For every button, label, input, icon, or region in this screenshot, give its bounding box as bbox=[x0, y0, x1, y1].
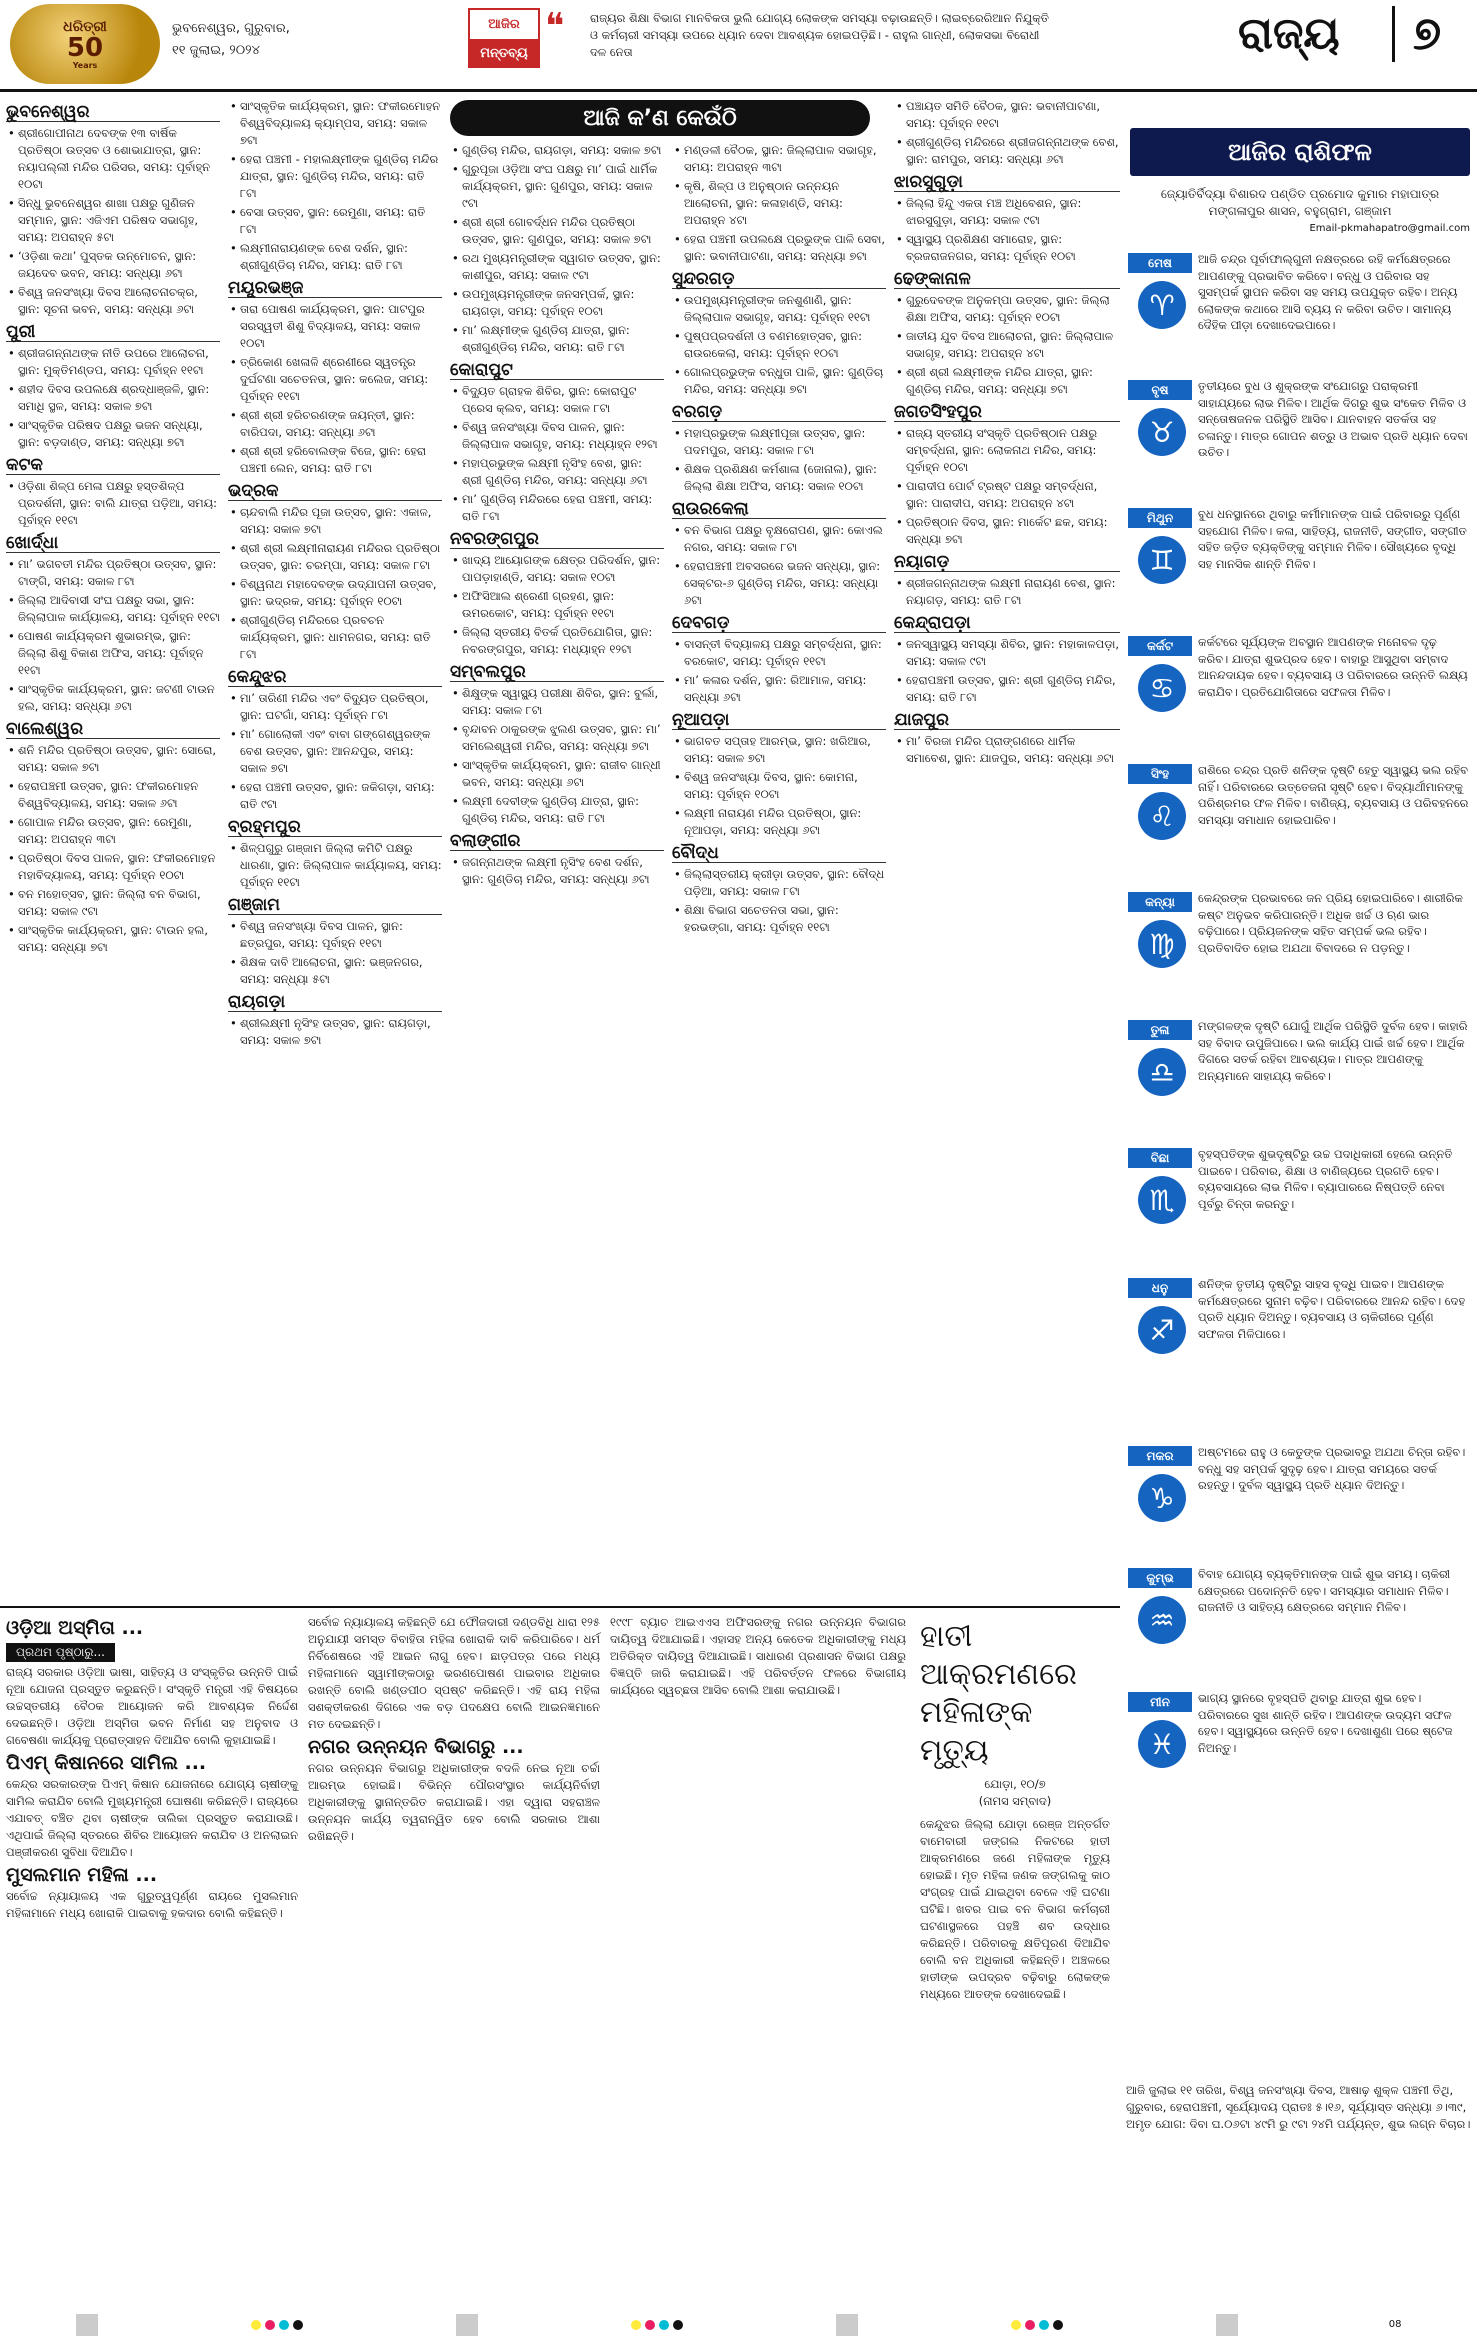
event-item: • ବନ ମହୋତ୍ସବ, ସ୍ଥାନ: ଜିଲ୍ଲା ବନ ବିଭାଗ, ସମୟ: ସକାଳ ୯ଟା bbox=[6, 886, 220, 920]
zodiac-sign bbox=[1126, 247, 1472, 374]
event-item: • ମଣ୍ଡଳୀ ବୈଠକ, ସ୍ଥାନ: ଜିଲ୍ଲାପାଳ ସଭାଗୃହ, ସମୟ: ଅପରାହ୍ନ ୩ଟା bbox=[672, 142, 886, 176]
event-item: • ଶନି ମନ୍ଦିର ପ୍ରତିଷ୍ଠା ଉତ୍ସବ, ସ୍ଥାନ: ସୋରୋ, ସମୟ: ସକାଳ ୭ଟା bbox=[6, 742, 220, 776]
event-item: • ସାଂସ୍କୃତିକ ପରିଷଦ ପକ୍ଷରୁ ଭଜନ ସନ୍ଧ୍ୟା, ସ୍ଥାନ: ବଡ଼ଦାଣ୍ଡ, ସମୟ: ସନ୍ଧ୍ୟା ୭ଟା bbox=[6, 417, 220, 451]
event-item: • କୃଷି, ଶିଳ୍ପ ଓ ଅନୁଷ୍ଠାନ ଉନ୍ନୟନ ଆଲୋଚନା, ସ୍ଥାନ: କଳାହାଣ୍ଡି, ସମୟ: ଅପରାହ୍ନ ୪ଟା bbox=[672, 178, 886, 229]
events-column-2 bbox=[228, 98, 442, 1051]
event-item: • ଶିଳ୍ପଗୁରୁ ଗଞ୍ଜାମ ଜିଲ୍ଲା କମିଟି ପକ୍ଷରୁ ଧାରଣା, ସ୍ଥାନ: ଜିଲ୍ଲାପାଳ କାର୍ଯ୍ୟାଳୟ, ସମୟ: ପୂର୍ବାହ୍ନ ୧୧ଟା bbox=[228, 840, 442, 891]
astrologer-name: ଜ୍ୟୋତିର୍ବିଦ୍ୟା ବିଶାରଦ ପଣ୍ଡିତ ପ୍ରମୋଦ କୁମାର ମହାପାତ୍ର bbox=[1160, 187, 1440, 201]
story-odia-title[interactable]: ଓଡ଼ିଆ ଅସ୍ମିତା ... bbox=[6, 1617, 144, 1639]
event-item: • ଶ୍ରୀଗୋପୀନାଥ ଦେବଙ୍କ ୧୩ ବାର୍ଷିକ ପ୍ରତିଷ୍ଠା ଉତ୍ସବ ଓ ଶୋଭାଯାତ୍ରା, ସ୍ଥାନ: ନୟାପଲ୍ଲୀ ମନ୍ଦିର ପରିସର, ସମୟ: ପୂର୍ବାହ୍ନ ୧୦ଟା bbox=[6, 125, 220, 193]
story-column-3 bbox=[610, 1614, 906, 1699]
event-item: • ଜିଲ୍ଲା ହିନ୍ଦୁ ଏକତା ମଞ୍ଚ ଅଧିବେଶନ, ସ୍ଥାନ: ଝାରସୁଗୁଡ଼ା, ସମୟ: ସକାଳ ୯ଟା bbox=[894, 195, 1120, 229]
story-muslim-title[interactable]: ମୁସଲମାନ ମହିଳା ... bbox=[6, 1864, 158, 1886]
grey-swatch bbox=[456, 2314, 478, 2336]
event-item: • ଶିକ୍ଷକ ଦାବି ଆଲୋଚନା, ସ୍ଥାନ: ଭଞ୍ଜନଗର, ସମୟ: ସନ୍ଧ୍ୟା ୫ଟା bbox=[228, 954, 442, 988]
city-heading: କେନ୍ଦ୍ରାପଡ଼ା bbox=[894, 615, 1120, 633]
zodiac-text: ବୁଧ ଧନସ୍ଥାନରେ ଥିବାରୁ କର୍ମୀମାନଙ୍କ ପାଇଁ ପରିବାରରୁ ପୂର୍ଣ୍ଣ ସହଯୋଗ ମିଳିବ। କଳା, ସାହିତ୍ୟ, ରାଜନୀତି, ସଙ୍ଗୀତ, ସଙ୍ଗୀତ ସହିତ ଜଡ଼ିତ ବ୍ୟକ୍ତିଙ୍କୁ ସମ୍ମାନ ମିଳିବ। ସୌଖ୍ୟରେ ବୃଦ୍ଧି ସହ ମାନସିକ ଶାନ୍ତି ମିଳିବ। bbox=[1198, 507, 1467, 571]
zodiac-name: ମୀନ bbox=[1128, 1692, 1192, 1712]
zodiac-text: ଅଷ୍ଟମରେ ରାହୁ ଓ କେତୁଙ୍କ ପ୍ରଭାବରୁ ଅଯଥା ଚିନ୍ତା ରହିବ। ବନ୍ଧୁ ସହ ସମ୍ପର୍କ ସୁଦୃଢ଼ ହେବ। ଯାତ୍ରା ସମୟରେ ସତର୍କ ରହନ୍ତୁ। ଦୁର୍ବଳ ସ୍ୱାସ୍ଥ୍ୟ ପ୍ରତି ଧ୍ୟାନ ଦିଅନ୍ତୁ। bbox=[1198, 1445, 1466, 1492]
zodiac-symbol-icon: ♒ bbox=[1138, 1596, 1186, 1644]
quote-text: ରାଜ୍ୟର ଶିକ୍ଷା ବିଭାଗ ମାନବିକତା ଭୁଲି ଯୋଗ୍ୟ ଲୋକଙ୍କ ସମସ୍ୟା ବଢ଼ାଉଛନ୍ତି। ଲାଇବ୍ରେରିଆନ ନିଯୁକ୍ତି ଓ କର୍ମଚାରୀ ସମସ୍ୟା ଉପରେ ଧ୍ୟାନ ଦେବା ଆବଶ୍ୟକ ହୋଇପଡ଼ିଛି। - ରାହୁଲ ଗାନ୍ଧୀ, ଲୋକସଭା ବିରୋଧୀ ଦଳ ନେତା bbox=[590, 11, 1049, 59]
dateline bbox=[172, 18, 290, 62]
event-item: • ହେରା ପଞ୍ଚମୀ - ମହାଲକ୍ଷ୍ମୀଙ୍କ ଗୁଣ୍ଡିଚା ମନ୍ଦିର ଯାତ୍ରା, ସ୍ଥାନ: ଗୁଣ୍ଡିଚା ମନ୍ଦିର, ସମୟ: ରାତି ୮ଟା bbox=[228, 151, 442, 202]
zodiac-sign bbox=[1126, 886, 1472, 1014]
panchang-footer: ଆଜି ଜୁଲାଇ ୧୧ ତାରିଖ, ବିଶ୍ୱ ଜନସଂଖ୍ୟା ଦିବସ, ଆଷାଢ଼ ଶୁକ୍ଳ ପଞ୍ଚମୀ ତିଥି, ଗୁରୁବାର, ହେରାପଞ୍ଚମୀ, ସୂର୍ଯ୍ୟୋଦୟ ପ୍ରାତଃ ୫।୧୬, ସୂର୍ଯ୍ୟାସ୍ତ ସନ୍ଧ୍ୟା ୬।୩୯, ଅମୃତ ଯୋଗ: ଦିବା ଘ.୦୬ଟା ୪୯ମି ରୁ ୯ଟା ୨୪ମି ପର୍ଯ୍ୟନ୍ତ, ଶୁଭ ଲଗ୍ନ ବିଚାର। bbox=[1126, 2083, 1471, 2131]
zodiac-symbol-icon: ♏ bbox=[1138, 1176, 1186, 1224]
city-heading: ଜଗତସିଂହପୁର bbox=[894, 404, 1120, 422]
zodiac-name: ମିଥୁନ bbox=[1128, 508, 1192, 528]
city-heading: କୋରାପୁଟ bbox=[450, 362, 664, 380]
zodiac-text: ଆଜି ଚନ୍ଦ୍ର ପୂର୍ବାଫାଲ୍ଗୁନୀ ନକ୍ଷତ୍ରରେ ରହି କର୍ମକ୍ଷେତ୍ରରେ ଆପଣଙ୍କୁ ପ୍ରଭାବିତ କରିବେ। ବନ୍ଧୁ ଓ ପରିବାର ସହ ସୁସମ୍ପର୍କ ସ୍ଥାପନ କରିବା ସହ ସମୟ ଉପଯୁକ୍ତ ରହିବ। ଅନ୍ୟ ଲୋକଙ୍କ କଥାରେ ଆସି ବ୍ୟୟ ନ କରିବା ଉଚିତ। ସାମାନ୍ୟ ଦୈହିକ ପୀଡ଼ା ଦେଖାଦେଇପାରେ। bbox=[1198, 252, 1458, 332]
zodiac-sign bbox=[1126, 1686, 1472, 1806]
events-column-5 bbox=[894, 98, 1120, 769]
newspaper-logo[interactable] bbox=[10, 4, 160, 84]
city-heading: ପୁରୀ bbox=[6, 324, 220, 342]
print-registration-bar bbox=[0, 2310, 1477, 2339]
zodiac-text: ଭାଗ୍ୟ ସ୍ଥାନରେ ବୃହସ୍ପତି ଥିବାରୁ ଯାତ୍ରା ଶୁଭ ହେବ। ପରିବାରରେ ସୁଖ ଶାନ୍ତି ରହିବ। ଆପଣଙ୍କ ଉଦ୍ୟମ ସଫଳ ହେବ। ସ୍ୱାସ୍ଥ୍ୟରେ ଉନ୍ନତି ହେବ। ଦେଖାଶୁଣା ପରେ ଷ୍ଟେଜ ନିଅନ୍ତୁ। bbox=[1198, 1691, 1453, 1755]
city-heading: ସୁନ୍ଦରଗଡ଼ bbox=[672, 271, 886, 289]
grey-swatch bbox=[1216, 2314, 1238, 2336]
event-item: • ଉପମୁଖ୍ୟମନ୍ତ୍ରୀଙ୍କ ଜନଶୁଣାଣି, ସ୍ଥାନ: ଜିଲ୍ଲାପାଳ ସଭାଗୃହ, ସମୟ: ପୂର୍ବାହ୍ନ ୧୧ଟା bbox=[672, 292, 886, 326]
story-court-body: ସର୍ବୋଚ୍ଚ ନ୍ୟାୟାଳୟ କହିଛନ୍ତି ଯେ ଫୌଜଦାରୀ ଦଣ୍ଡବିଧି ଧାରା ୧୨୫ ଅନୁଯାୟୀ ସମସ୍ତ ବିବାହିତା ମହିଳା ଖୋରାକି ଦାବି କରିପାରିବେ। ଧର୍ମ ନିର୍ବିଶେଷରେ ଏହି ଆଇନ ଲାଗୁ ହେବ। ଛାଡ଼ପତ୍ର ପରେ ମଧ୍ୟ ମହିଳାମାନେ ସ୍ୱାମୀଙ୍କଠାରୁ ଭରଣପୋଷଣ ପାଇବାର ଅଧିକାର ରଖନ୍ତି ବୋଲି ଖଣ୍ଡପୀଠ ସ୍ପଷ୍ଟ କରିଛନ୍ତି। ଏହି ରାୟ ମହିଳା ସଶକ୍ତୀକରଣ ଦିଗରେ ଏକ ବଡ଼ ପଦକ୍ଷେପ ବୋଲି ଆଇନଜ୍ଞମାନେ ମତ ଦେଇଛନ୍ତି। bbox=[308, 1615, 600, 1731]
quote-tag bbox=[468, 8, 540, 68]
city-heading: ବରଗଡ଼ bbox=[672, 404, 886, 422]
city-heading: ଝାରସୁଗୁଡ଼ା bbox=[894, 174, 1120, 192]
event-item: • ପୋଷଣ କାର୍ଯ୍ୟକ୍ରମ ଶୁଭାରମ୍ଭ, ସ୍ଥାନ: ଜିଲ୍ଲା ଶିଶୁ ବିକାଶ ଅଫିସ, ସମୟ: ପୂର୍ବାହ୍ନ ୧୧ଟା bbox=[6, 628, 220, 679]
story-column-2 bbox=[308, 1614, 600, 1845]
event-item: • ମହାପ୍ରଭୁଙ୍କ ଲକ୍ଷ୍ମୀ ନୃସିଂହ ବେଶ, ସ୍ଥାନ: ଶ୍ରୀ ଗୁଣ୍ଡିଚା ମନ୍ଦିର, ସମୟ: ସନ୍ଧ୍ୟା ୬ଟା bbox=[450, 455, 664, 489]
city-heading: ବୌଦ୍ଧ bbox=[672, 845, 886, 863]
event-item: • ରାଜ୍ୟ ସ୍ତରୀୟ ସଂସ୍କୃତି ପ୍ରତିଷ୍ଠାନ ପକ୍ଷରୁ ସମ୍ବର୍ଦ୍ଧନା, ସ୍ଥାନ: ଲୋକନାଥ ମନ୍ଦିର, ସମୟ: ପୂର୍ବାହ୍ନ ୧୦ଟା bbox=[894, 425, 1120, 476]
date-line-2: ୧୧ ଜୁଲାଇ, ୨୦୨୪ bbox=[172, 43, 260, 58]
event-item: • ଶିକ୍ଷୁଙ୍କ ସ୍ୱାସ୍ଥ୍ୟ ପରୀକ୍ଷା ଶିବିର, ସ୍ଥାନ: ବୁର୍ଲା, ସମୟ: ସକାଳ ୮ଟା bbox=[450, 685, 664, 719]
event-item: • ଜାତୀୟ ଯୁବ ଦିବସ ଆଲୋଚନା, ସ୍ଥାନ: ଜିଲ୍ଲାପାଳ ସଭାଗୃହ, ସମୟ: ଅପରାହ୍ନ ୪ଟା bbox=[894, 328, 1120, 362]
city-heading: ଗଞ୍ଜାମ bbox=[228, 897, 442, 915]
event-item: • ମା’ ତାରିଣୀ ମନ୍ଦିର ଏବଂ ବିଦ୍ୟୁତ ପ୍ରତିଷ୍ଠା, ସ୍ଥାନ: ଘଟଗାଁ, ସମୟ: ପୂର୍ବାହ୍ନ ୮ଟା bbox=[228, 690, 442, 724]
zodiac-name: ବୃଷ bbox=[1128, 380, 1192, 400]
logo-name: ଧରିତ୍ରୀ bbox=[63, 18, 107, 35]
city-heading: ରାଉରକେଲା bbox=[672, 501, 886, 519]
zodiac-sign bbox=[1126, 630, 1472, 758]
event-item: • ଉପମୁଖ୍ୟମନ୍ତ୍ରୀଙ୍କ ଜନସମ୍ପର୍କ, ସ୍ଥାନ: ରାୟଗଡ଼ା, ସମୟ: ପୂର୍ବାହ୍ନ ୧୦ଟା bbox=[450, 286, 664, 320]
events-column-4 bbox=[672, 142, 886, 938]
city-heading: ଖୋର୍ଦ୍ଧା bbox=[6, 535, 220, 553]
event-item: • ଚାନ୍ଦବାଲି ମନ୍ଦିର ପୂଜା ଉତ୍ସବ, ସ୍ଥାନ: ଏକାଳ, ସମୟ: ସକାଳ ୭ଟା bbox=[228, 504, 442, 538]
zodiac-sign bbox=[1126, 1440, 1472, 1562]
elephant-body: କେନ୍ଦୁଝର ଜିଲ୍ଲା ଯୋଡ଼ା ରେଞ୍ଜ ଅନ୍ତର୍ଗତ ବାମେବାରୀ ଜଙ୍ଗଲ ନିକଟରେ ହାତୀ ଆକ୍ରମଣରେ ଜଣେ ମହିଳାଙ୍କ ମୃତ୍ୟୁ ହୋଇଛି। ମୃତ ମହିଳା ଜଣକ ଜଙ୍ଗଲକୁ କାଠ ସଂଗ୍ରହ ପାଇଁ ଯାଇଥିବା ବେଳେ ଏହି ଘଟଣା ଘଟିଛି। ଖବର ପାଇ ବନ ବିଭାଗ କର୍ମଚାରୀ ଘଟଣାସ୍ଥଳରେ ପହଞ୍ଚି ଶବ ଉଦ୍ଧାର କରିଛନ୍ତି। ପରିବାରକୁ କ୍ଷତିପୂରଣ ଦିଆଯିବ ବୋଲି ବନ ଅଧିକାରୀ କହିଛନ୍ତି। ଅଞ୍ଚଳରେ ହାତୀଙ୍କ ଉପଦ୍ରବ ବଢ଼ିବାରୁ ଲୋକଙ୍କ ମଧ୍ୟରେ ଆତଙ୍କ ଦେଖାଦେଇଛି। bbox=[920, 1817, 1110, 2001]
event-item: • ଶ୍ରୀଲକ୍ଷ୍ମୀ ନୃସିଂହ ଉତ୍ସବ, ସ୍ଥାନ: ରାୟଗଡ଼ା, ସମୟ: ସକାଳ ୭ଟା bbox=[228, 1015, 442, 1049]
section-divider bbox=[0, 1606, 1120, 1608]
zodiac-text: ବିବାହ ଯୋଗ୍ୟ ବ୍ୟକ୍ତିମାନଙ୍କ ପାଇଁ ଶୁଭ ସମୟ। ଚାକିରୀ କ୍ଷେତ୍ରରେ ପଦୋନ୍ନତି ହେବ। ସମସ୍ୟାର ସମାଧାନ ମିଳିବ। ରାଜନୀତି ଓ ସାହିତ୍ୟ କ୍ଷେତ୍ରରେ ସମ୍ମାନ ମିଳିବ। bbox=[1198, 1567, 1451, 1614]
zodiac-symbol-icon: ♉ bbox=[1138, 408, 1186, 456]
zodiac-text: ଶନିଙ୍କ ତୃତୀୟ ଦୃଷ୍ଟିରୁ ସାହସ ବୃଦ୍ଧି ପାଇବ। ଆପଣଙ୍କ କର୍ମକ୍ଷେତ୍ରରେ ସୁନାମ ବଢ଼ିବ। ପରିବାରରେ ଆନନ୍ଦ ରହିବ। ଦେହ ପ୍ରତି ଧ୍ୟାନ ଦିଅନ୍ତୁ। ବ୍ୟବସାୟ ଓ ଚାକିରୀରେ ପୂର୍ଣ୍ଣ ସଫଳତା ମିଳିପାରେ। bbox=[1198, 1277, 1466, 1341]
zodiac-text: କେନ୍ଦ୍ରଙ୍କ ପ୍ରଭାବରେ ଜନ ପ୍ରିୟ ହୋଇପାରିବେ। ଶାରୀରିକ କଷ୍ଟ ଅନୁଭବ କରିପାରନ୍ତି। ଅଧିକ ଖର୍ଚ୍ଚ ଓ ଋଣ ଭାର ବଢ଼ିପାରେ। ପ୍ରିୟଜନଙ୍କ ସହିତ ସମ୍ପର୍କ ଭଲ ରହିବ। ପ୍ରତିବାଦିତ ହୋଇ ଅଯଥା ବିବାଦରେ ନ ପଡ଼ନ୍ତୁ। bbox=[1198, 891, 1463, 955]
color-dots bbox=[249, 2315, 305, 2334]
event-item: • ମା’ ଲକ୍ଷ୍ମୀଙ୍କ ଗୁଣ୍ଡିଚା ଯାତ୍ରା, ସ୍ଥାନ: ଶ୍ରୀଗୁଣ୍ଡିଚା ମନ୍ଦିର, ସମୟ: ରାତି ୮ଟା bbox=[450, 322, 664, 356]
city-heading: ନୂଆପଡ଼ା bbox=[672, 712, 886, 730]
zodiac-name: କର୍କଟ bbox=[1128, 636, 1192, 656]
event-item: • ମହାପ୍ରଭୁଙ୍କ ଲକ୍ଷ୍ମୀପୂଜା ଉତ୍ସବ, ସ୍ଥାନ: ପଦମପୁର, ସମୟ: ସକାଳ ୮ଟା bbox=[672, 425, 886, 459]
zodiac-symbol-icon: ♑ bbox=[1138, 1474, 1186, 1522]
zodiac-sign bbox=[1126, 1562, 1472, 1686]
event-item: • ସାଂସ୍କୃତିକ କାର୍ଯ୍ୟକ୍ରମ, ସ୍ଥାନ: ଜଟଣୀ ଟାଉନ ହଲ, ସମୟ: ସନ୍ଧ୍ୟା ୬ଟା bbox=[6, 681, 220, 715]
zodiac-name: ମକର bbox=[1128, 1446, 1192, 1466]
event-item: • ସିନ୍ଧୁ ଭୁବନେଶ୍ୱର ଶାଖା ପକ୍ଷରୁ ଗୁଣିଜନ ସମ୍ମାନ, ସ୍ଥାନ: ଏଜିଏମ ପରିଷଦ ସଭାଗୃହ, ସମୟ: ଅପରାହ୍ନ ୫ଟା bbox=[6, 195, 220, 246]
zodiac-sign bbox=[1126, 502, 1472, 630]
zodiac-symbol-icon: ♈ bbox=[1138, 281, 1186, 329]
zodiac-text: ତୃତୀୟରେ ବୁଧ ଓ ଶୁକ୍ରଙ୍କ ସଂଯୋଗରୁ ପରାକ୍ରମୀ ସାହାଯ୍ୟରେ ଲାଭ ମିଳିବ। ଆର୍ଥିକ ଦିଗରୁ ଶୁଭ ସଂକେତ ମିଳିବ ଓ ସନ୍ତୋଷଜନକ ପରିସ୍ଥିତି ଆସିବ। ଯାନବାହନ ସତର୍କତା ସହ ଚଳାନ୍ତୁ। ମାତ୍ର ଗୋପନ ଶତ୍ରୁ ଓ ଅଭାବ ପ୍ରତି ଧ୍ୟାନ ଦେବା ଉଚିତ। bbox=[1198, 379, 1468, 459]
zodiac-sign bbox=[1126, 1014, 1472, 1142]
story-officer-body: ୧୯୯୮ ବ୍ୟାଚ ଆଇଏଏସ ଅଫିସରଙ୍କୁ ନଗର ଉନ୍ନୟନ ବିଭାଗର ଦାୟିତ୍ୱ ଦିଆଯାଇଛି। ଏହାସହ ଅନ୍ୟ କେତେକ ଅଧିକାରୀଙ୍କୁ ମଧ୍ୟ ଅତିରିକ୍ତ ଦାୟିତ୍ୱ ଦିଆଯାଇଛି। ସାଧାରଣ ପ୍ରଶାସନ ବିଭାଗ ପକ୍ଷରୁ ବିଜ୍ଞପ୍ତି ଜାରି କରାଯାଇଛି। ଏହି ପରିବର୍ତ୍ତନ ଫଳରେ ବିଭାଗୀୟ କାର୍ଯ୍ୟରେ ସ୍ୱଚ୍ଛତା ଆସିବ ବୋଲି ଆଶା କରାଯାଉଛି। bbox=[610, 1615, 906, 1697]
date-line-1: ଭୁବନେଶ୍ୱର, ଗୁରୁବାର, bbox=[172, 21, 290, 36]
event-item: • ଶ୍ରୀ ଶ୍ରୀ ହରିଚରଣଙ୍କ ଜୟନ୍ତୀ, ସ୍ଥାନ: ବାରିପଦା, ସମୟ: ସନ୍ଧ୍ୟା ୬ଟା bbox=[228, 407, 442, 441]
logo-years: 50 bbox=[66, 32, 104, 63]
event-item: • ଶହୀଦ ଦିବସ ଉପଲକ୍ଷେ ଶ୍ରଦ୍ଧାଞ୍ଜଳି, ସ୍ଥାନ: ସମାଧି ସ୍ଥଳ, ସମୟ: ସକାଳ ୭ଟା bbox=[6, 381, 220, 415]
city-heading: ନବରଙ୍ଗପୁର bbox=[450, 531, 664, 549]
masthead bbox=[0, 0, 1477, 92]
story-odia-body: ରାଜ୍ୟ ସରକାର ଓଡ଼ିଆ ଭାଷା, ସାହିତ୍ୟ ଓ ସଂସ୍କୃତିର ଉନ୍ନତି ପାଇଁ ନୂଆ ଯୋଜନା ପ୍ରସ୍ତୁତ କରୁଛନ୍ତି। ସଂସ୍କୃତି ମନ୍ତ୍ରୀ ଏହି ବିଷୟରେ ଉଚ୍ଚସ୍ତରୀୟ ବୈଠକ ଆୟୋଜନ କରି ଆବଶ୍ୟକ ନିର୍ଦ୍ଦେଶ ଦେଇଛନ୍ତି। ଓଡ଼ିଆ ଅସ୍ମିତା ଭବନ ନିର୍ମାଣ ସହ ଅନୁବାଦ ଓ ଗବେଷଣା କାର୍ଯ୍ୟକୁ ପ୍ରୋତ୍ସାହନ ଦିଆଯିବ ବୋଲି କୁହାଯାଇଛି। bbox=[6, 1665, 298, 1747]
event-item: • ପ୍ରତିଷ୍ଠା ଦିବସ ପାଳନ, ସ୍ଥାନ: ଫକୀରମୋହନ ମହାବିଦ୍ୟାଳୟ, ସମୟ: ପୂର୍ବାହ୍ନ ୧୦ଟା bbox=[6, 850, 220, 884]
zodiac-text: ମଙ୍ଗଳଙ୍କ ଦୃଷ୍ଟି ଯୋଗୁଁ ଆର୍ଥିକ ପରିସ୍ଥିତି ଦୁର୍ବଳ ହେବ। କାହାରି ସହ ବିବାଦ ଉପୁଜିପାରେ। ଭଲ କାର୍ଯ୍ୟ ପାଇଁ ଖର୍ଚ୍ଚ ହେବ। ଆର୍ଥିକ ଦିଗରେ ସତର୍କ ରହିବା ଆବଶ୍ୟକ। ମାତ୍ର ଆପଣଙ୍କୁ ଅନ୍ୟମାନେ ସାହାଯ୍ୟ କରିବେ। bbox=[1198, 1019, 1468, 1083]
zodiac-name: ବିଛା bbox=[1128, 1148, 1192, 1168]
events-column-1 bbox=[6, 98, 220, 958]
event-item: • ବୃନ୍ଦାବନ ଠାକୁରଙ୍କ ଝୁଲଣ ଉତ୍ସବ, ସ୍ଥାନ: ମା’ ସମଲେଶ୍ୱରୀ ମନ୍ଦିର, ସମୟ: ସନ୍ଧ୍ୟା ୭ଟା bbox=[450, 721, 664, 755]
color-dots bbox=[629, 2315, 685, 2334]
city-heading: ମୟୂରଭଞ୍ଜ bbox=[228, 280, 442, 298]
page-number: ୭ bbox=[1392, 6, 1441, 62]
zodiac-text: କର୍କଟରେ ସୂର୍ଯ୍ୟଙ୍କ ଅବସ୍ଥାନ ଆପଣଙ୍କ ମନୋବଳ ଦୃଢ଼ କରିବ। ଯାତ୍ରା ଶୁଭପ୍ରଦ ହେବ। ବାହାରୁ ଆସୁଥିବା ସମ୍ବାଦ ଆନନ୍ଦଦାୟକ ହେବ। ବ୍ୟବସାୟ ଓ ପରିବାରରେ ଉନ୍ନତି ଲକ୍ଷ୍ୟ କରାଯିବ। ପ୍ରତିଯୋଗିତାରେ ସଫଳତା ମିଳିବ। bbox=[1198, 635, 1468, 699]
zodiac-sign bbox=[1126, 1142, 1472, 1272]
city-heading: ଭଦ୍ରକ bbox=[228, 483, 442, 501]
event-item: • ଶ୍ରୀ ଶ୍ରୀ ଲକ୍ଷ୍ମୀନାରାୟଣ ମନ୍ଦିରର ପ୍ରତିଷ୍ଠା ଉତ୍ସବ, ସ୍ଥାନ: ଚରମ୍ପା, ସମୟ: ସକାଳ ୮ଟା bbox=[228, 540, 442, 574]
zodiac-name: ତୁଳା bbox=[1128, 1020, 1192, 1040]
quote-tag-bottom: ମନ୍ତବ୍ୟ bbox=[470, 39, 538, 68]
event-item: • ବିଶ୍ୱ ଜନସଂଖ୍ୟା ଦିବସ ପାଳନ, ସ୍ଥାନ: ଛତ୍ରପୁର, ସମୟ: ପୂର୍ବାହ୍ନ ୧୧ଟା bbox=[228, 918, 442, 952]
event-item: • ‘ଓଡ଼ିଶା କଥା’ ପୁସ୍ତକ ଉନ୍ମୋଚନ, ସ୍ଥାନ: ଜୟଦେବ ଭବନ, ସମୟ: ସନ୍ଧ୍ୟା ୬ଟା bbox=[6, 248, 220, 282]
event-item: • ଶିକ୍ଷକ ପ୍ରଶିକ୍ଷଣ କର୍ମଶାଳା (ଜୋନାଲ), ସ୍ଥାନ: ଜିଲ୍ଲା ଶିକ୍ଷା ଅଫିସ, ସମୟ: ସକାଳ ୧୦ଟା bbox=[672, 461, 886, 495]
elephant-story bbox=[920, 1618, 1110, 2003]
city-heading: ବାଲେଶ୍ୱର bbox=[6, 721, 220, 739]
grey-swatch bbox=[836, 2314, 858, 2336]
rashifala-title: ଆଜିର ରାଶିଫଳ bbox=[1130, 128, 1470, 176]
events-column-3 bbox=[450, 142, 664, 890]
event-item: • ରଥ ମୁଖ୍ୟମନ୍ତ୍ରୀଙ୍କ ସ୍ୱାଗତ ଉତ୍ସବ, ସ୍ଥାନ: କାଶୀପୁର, ସମୟ: ସକାଳ ୯ଟା bbox=[450, 250, 664, 284]
story-urban-body: ନଗର ଉନ୍ନୟନ ବିଭାଗରୁ ଅଧିକାରୀଙ୍କ ବଦଳି ନେଇ ନୂଆ ଚର୍ଚ୍ଚା ଆରମ୍ଭ ହୋଇଛି। ବିଭିନ୍ନ ପୌରସଂସ୍ଥାର କାର୍ଯ୍ୟନିର୍ବାହୀ ଅଧିକାରୀଙ୍କୁ ସ୍ଥାନାନ୍ତରିତ କରାଯାଇଛି। ଏହା ଦ୍ୱାରା ସହରାଞ୍ଚଳ ଉନ୍ନୟନ କାର୍ଯ୍ୟ ତ୍ୱରାନ୍ୱିତ ହେବ ବୋଲି ସରକାର ଆଶା ରଖିଛନ୍ତି। bbox=[308, 1761, 600, 1843]
event-item: • ବିଶ୍ୱ ଜନସଂଖ୍ୟା ଦିବସ ଆଲୋଚନାଚକ୍ର, ସ୍ଥାନ: ସୂଚନା ଭବନ, ସମୟ: ସନ୍ଧ୍ୟା ୬ଟା bbox=[6, 284, 220, 318]
event-item: • ଶ୍ରୀଜଗନ୍ନାଥଙ୍କ ଲକ୍ଷ୍ମୀ ନାରାୟଣ ବେଶ, ସ୍ଥାନ: ନୟାଗଡ଼, ସମୟ: ରାତି ୮ଟା bbox=[894, 575, 1120, 609]
event-item: • ଶ୍ରୀ ଶ୍ରୀ ଗୋବର୍ଦ୍ଧନ ମନ୍ଦିର ପ୍ରତିଷ୍ଠା ଉତ୍ସବ, ସ୍ଥାନ: ଗୁଣପୁର, ସମୟ: ସକାଳ ୭ଟା bbox=[450, 214, 664, 248]
city-heading: ଭୁବନେଶ୍ୱର bbox=[6, 104, 220, 122]
event-item: • ଜିଲ୍ଲା ଆଦିବାସୀ ସଂଘ ପକ୍ଷରୁ ସଭା, ସ୍ଥାନ: ଜିଲ୍ଲାପାଳ କାର୍ଯ୍ୟାଳୟ, ସମୟ: ପୂର୍ବାହ୍ନ ୧୧ଟା bbox=[6, 592, 220, 626]
city-heading: ସମ୍ବଲପୁର bbox=[450, 664, 664, 682]
event-item: • ତାରା ପୋଷଣ କାର୍ଯ୍ୟକ୍ରମ, ସ୍ଥାନ: ପାଟପୁର ସରସ୍ୱତୀ ଶିଶୁ ବିଦ୍ୟାଳୟ, ସମୟ: ସକାଳ ୧୦ଟା bbox=[228, 301, 442, 352]
city-heading: କେନ୍ଦୁଝର bbox=[228, 669, 442, 687]
event-item: • ଓଡ଼ିଶା ଶିଳ୍ପ ମେଳା ପକ୍ଷରୁ ହସ୍ତଶିଳ୍ପ ପ୍ରଦର୍ଶନୀ, ସ୍ଥାନ: ବାଲି ଯାତ୍ରା ପଡ଼ିଆ, ସମୟ: ପୂର୍ବାହ୍ନ ୧୧ଟା bbox=[6, 478, 220, 529]
zodiac-name: କନ୍ୟା bbox=[1128, 892, 1192, 912]
city-heading: ବଲାଙ୍ଗୀର bbox=[450, 833, 664, 851]
event-item: • ଲକ୍ଷ୍ମୀ ନାରାୟଣ ମନ୍ଦିର ପ୍ରତିଷ୍ଠା, ସ୍ଥାନ: ନୂଆପଡ଼ା, ସମୟ: ସନ୍ଧ୍ୟା ୬ଟା bbox=[672, 805, 886, 839]
city-heading: ଢେଙ୍କାନାଳ bbox=[894, 271, 1120, 289]
event-item: • ଖାଦ୍ୟ ଆୟୋଗଙ୍କ କ୍ଷେତ୍ର ପରିଦର୍ଶନ, ସ୍ଥାନ: ପାପଡ଼ାହାଣ୍ଡି, ସମୟ: ସକାଳ ୧୦ଟା bbox=[450, 552, 664, 586]
elephant-source: (ନାମସ ସମ୍ବାଦ) bbox=[978, 1794, 1052, 1808]
event-item: • ବେସା ଉତ୍ସବ, ସ୍ଥାନ: ରେମୁଣା, ସମୟ: ରାତି ୮ଟା bbox=[228, 204, 442, 238]
zodiac-symbol-icon: ♌ bbox=[1138, 792, 1186, 840]
event-item: • ଶ୍ରୀ ଶ୍ରୀ ଲକ୍ଷ୍ମୀଙ୍କ ମନ୍ଦିର ଯାତ୍ରା, ସ୍ଥାନ: ଗୁଣ୍ଡିଚା ମନ୍ଦିର, ସମୟ: ସନ୍ଧ୍ୟା ୭ଟା bbox=[894, 364, 1120, 398]
story-pmkisan-title[interactable]: ପିଏମ୍ କିଷାନରେ ସାମିଲ ... bbox=[6, 1752, 207, 1774]
event-item: • ଜନସ୍ୱାସ୍ଥ୍ୟ ସମସ୍ୟା ଶିବିର, ସ୍ଥାନ: ମହାକାଳପଡ଼ା, ସମୟ: ସକାଳ ୯ଟା bbox=[894, 636, 1120, 670]
event-item: • ହେରାପଞ୍ଚମୀ ଅବସରରେ ଭଜନ ସନ୍ଧ୍ୟା, ସ୍ଥାନ: ସେକ୍ଟର-୬ ଗୁଣ୍ଡିଚା ମନ୍ଦିର, ସମୟ: ସନ୍ଧ୍ୟା ୬ଟା bbox=[672, 558, 886, 609]
event-item: • ଗୁରୁପୂଜା ଓଡ଼ିଆ ସଂଘ ପକ୍ଷରୁ ମା’ ପାଇଁ ଧାର୍ମିକ କାର୍ଯ୍ୟକ୍ରମ, ସ୍ଥାନ: ଗୁଣପୁର, ସମୟ: ସକାଳ ୯ଟା bbox=[450, 161, 664, 212]
event-item: • ହେରା ପଞ୍ଚମୀ ଉପଲକ୍ଷେ ପ୍ରଭୁଙ୍କ ପାଳି ସେବା, ସ୍ଥାନ: ଭବାନୀପାଟଣା, ସମୟ: ସନ୍ଧ୍ୟା ୭ଟା bbox=[672, 231, 886, 265]
zodiac-sign bbox=[1126, 1272, 1472, 1440]
event-item: • ଗୋପାଳ ମନ୍ଦିର ଉତ୍ସବ, ସ୍ଥାନ: ରେମୁଣା, ସମୟ: ଅପରାହ୍ନ ୩ଟା bbox=[6, 814, 220, 848]
quote-tag-top: ଆଜିର bbox=[470, 10, 538, 39]
event-item: • ମା’ ଗୁଣ୍ଡିଚା ମନ୍ଦିରରେ ହେରା ପଞ୍ଚମୀ, ସମୟ: ରାତି ୮ଟା bbox=[450, 491, 664, 525]
event-item: • ହେରାପଞ୍ଚମୀ ଉତ୍ସବ, ସ୍ଥାନ: ଶ୍ରୀ ଗୁଣ୍ଡିଚା ମନ୍ଦିର, ସମୟ: ରାତି ୮ଟା bbox=[894, 672, 1120, 706]
event-item: • ମା’ ଗୋଲୋକୀ ଏବଂ ବାବା ଗଙ୍ଗେଶ୍ୱରଙ୍କ ବେଶ ଉତ୍ସବ, ସ୍ଥାନ: ଆନନ୍ଦପୁର, ସମୟ: ସକାଳ ୭ଟା bbox=[228, 726, 442, 777]
event-item: • ଶ୍ରୀଗୁଣ୍ଡିଚା ମନ୍ଦିରରେ ଶ୍ରୀଜଗନ୍ନାଥଙ୍କ ବେଶ, ସ୍ଥାନ: ରାମପୁର, ସମୟ: ସନ୍ଧ୍ୟା ୬ଟା bbox=[894, 134, 1120, 168]
event-item: • ଜଗନ୍ନାଥଙ୍କ ଲକ୍ଷ୍ମୀ ନୃସିଂହ ବେଶ ଦର୍ଶନ, ସ୍ଥାନ: ଗୁଣ୍ଡିଚା ମନ୍ଦିର, ସମୟ: ସନ୍ଧ୍ୟା ୬ଟା bbox=[450, 854, 664, 888]
zodiac-symbol-icon: ♓ bbox=[1138, 1720, 1186, 1768]
event-item: • ହେରାପଞ୍ଚମୀ ଉତ୍ସବ, ସ୍ଥାନ: ଫକୀରମୋହନ ବିଶ୍ୱବିଦ୍ୟାଳୟ, ସମୟ: ସକାଳ ୬ଟା bbox=[6, 778, 220, 812]
event-item: • ମା’ ବିରଜା ମନ୍ଦିର ପ୍ରାଙ୍ଗଣରେ ଧାର୍ମିକ ସମାବେଶ, ସ୍ଥାନ: ଯାଜପୁର, ସମୟ: ସନ୍ଧ୍ୟା ୬ଟା bbox=[894, 733, 1120, 767]
event-item: • ମା’ ଭଗବତୀ ମନ୍ଦିର ପ୍ରତିଷ୍ଠା ଉତ୍ସବ, ସ୍ଥାନ: ଟାଙ୍ଗି, ସମୟ: ସକାଳ ୮ଟା bbox=[6, 556, 220, 590]
story-column-1 bbox=[6, 1614, 298, 1922]
event-item: • ପୁଷ୍ପପ୍ରଦର୍ଶନୀ ଓ ବଣମହୋତ୍ସବ, ସ୍ଥାନ: ରାଉରକେଲା, ସମୟ: ପୂର୍ବାହ୍ନ ୧୦ଟା bbox=[672, 328, 886, 362]
zodiac-name: କୁମ୍ଭ bbox=[1128, 1568, 1192, 1588]
zodiac-text: ବୃହସ୍ପତିଙ୍କ ଶୁଭଦୃଷ୍ଟିରୁ ଉଚ୍ଚ ପଦାଧିକାରୀ ହେଲେ ଉନ୍ନତି ପାଇବେ। ପରିବାର, ଶିକ୍ଷା ଓ ବାଣିଜ୍ୟରେ ପ୍ରଗତି ହେବ। ବ୍ୟବସାୟରେ ଲାଭ ମିଳିବ। ବ୍ୟାପାରରେ ନିଷ୍ପତ୍ତି ନେବା ପୂର୍ବରୁ ଚିନ୍ତା କରନ୍ତୁ। bbox=[1198, 1147, 1453, 1211]
zodiac-text: ରାଶିରେ ଚନ୍ଦ୍ର ପ୍ରତି ଶନିଙ୍କ ଦୃଷ୍ଟି ହେତୁ ସ୍ୱାସ୍ଥ୍ୟ ଭଲ ରହିବ ନାହିଁ। ପରିବାରରେ ଉତ୍ତେଜନା ସୃଷ୍ଟି ହେବ। ବିଦ୍ୟାର୍ଥୀମାନଙ୍କୁ ପରିଶ୍ରମର ଫଳ ମିଳିବ। ବାଣିଜ୍ୟ, ବ୍ୟବସାୟ ଓ ପରିବହନରେ ସମସ୍ୟା ସମାଧାନ ହୋଇପାରିବ। bbox=[1198, 763, 1469, 827]
event-item: • ଗୁଣ୍ଡିଚା ମନ୍ଦିର, ରାୟଗଡ଼ା, ସମୟ: ସକାଳ ୭ଟା bbox=[450, 142, 664, 159]
event-item: • ବିଶ୍ୱନାଥ ମହାଦେବଙ୍କ ଉଦ୍‌ଯାପନୀ ଉତ୍ସବ, ସ୍ଥାନ: ଭଦ୍ରକ, ସମୟ: ପୂର୍ବାହ୍ନ ୧୦ଟା bbox=[228, 576, 442, 610]
event-item: • ହେରା ପଞ୍ଚମୀ ଉତ୍ସବ, ସ୍ଥାନ: ଜକିଗଡ଼ା, ସମୟ: ରାତି ୯ଟା bbox=[228, 779, 442, 813]
city-heading: ଦେବଗଡ଼ bbox=[672, 615, 886, 633]
event-item: • ପଞ୍ଚାୟତ ସମିତି ବୈଠକ, ସ୍ଥାନ: ଭବାନୀପାଟଣା, ସମୟ: ପୂର୍ବାହ୍ନ ୧୧ଟା bbox=[894, 98, 1120, 132]
zodiac-name: ଧନୁ bbox=[1128, 1278, 1192, 1298]
astrologer-block bbox=[1130, 186, 1470, 220]
event-item: • ତ୍ରିକୋଣ ଖେଳାଳି ଶ୍ରେଣୀରେ ସ୍ୱତନ୍ତ୍ର ଦୁର୍ଘଟଣା ସଚେତନତା, ସ୍ଥାନ: କଲେଜ, ସମୟ: ପୂର୍ବାହ୍ନ ୧୧ଟା bbox=[228, 354, 442, 405]
zodiac-name: ସିଂହ bbox=[1128, 764, 1192, 784]
zodiac-sign bbox=[1126, 758, 1472, 886]
event-item: • ସାଂସ୍କୃତିକ କାର୍ଯ୍ୟକ୍ରମ, ସ୍ଥାନ: ରାଜୀବ ଗାନ୍ଧୀ ଭବନ, ସମୟ: ସନ୍ଧ୍ୟା ୬ଟା bbox=[450, 757, 664, 791]
event-item: • ଲକ୍ଷ୍ମୀନାରାୟଣଙ୍କ ବେଶ ଦର୍ଶନ, ସ୍ଥାନ: ଶ୍ରୀଗୁଣ୍ଡିଚା ମନ୍ଦିର, ସମୟ: ରାତି ୮ଟା bbox=[228, 240, 442, 274]
event-item: • ପାରାଦୀପ ପୋର୍ଟ ଟ୍ରଷ୍ଟ ପକ୍ଷରୁ ସମ୍ବର୍ଦ୍ଧନା, ସ୍ଥାନ: ପାରାଦୀପ, ସମୟ: ଅପରାହ୍ନ ୪ଟା bbox=[894, 478, 1120, 512]
zodiac-name: ମେଷ bbox=[1128, 253, 1192, 273]
event-item: • ପ୍ରତିଷ୍ଠାନ ଦିବସ, ସ୍ଥାନ: ମାର୍କେଟ ଛକ, ସମୟ: ସନ୍ଧ୍ୟା ୭ଟା bbox=[894, 514, 1120, 548]
event-item: • ଶିକ୍ଷା ବିଭାଗ ସଚେତନତା ସଭା, ସ୍ଥାନ: ହରଭଙ୍ଗା, ସମୟ: ପୂର୍ବାହ୍ନ ୧୧ଟା bbox=[672, 902, 886, 936]
city-heading: କଟକ bbox=[6, 457, 220, 475]
color-dots bbox=[1009, 2315, 1065, 2334]
event-item: • ସାଂସ୍କୃତିକ କାର୍ଯ୍ୟକ୍ରମ, ସ୍ଥାନ: ଫକୀରମୋହନ ବିଶ୍ୱବିଦ୍ୟାଳୟ କ୍ୟାମ୍ପସ, ସମୟ: ସକାଳ ୭ଟା bbox=[228, 98, 442, 149]
astrologer-email[interactable]: Email-pkmahapatro@gmail.com bbox=[1309, 223, 1470, 234]
story-pmkisan-body: କେନ୍ଦ୍ର ସରକାରଙ୍କ ପିଏମ୍ କିଷାନ ଯୋଜନାରେ ଯୋଗ୍ୟ ଚାଷୀଙ୍କୁ ସାମିଲ କରାଯିବ ବୋଲି ମୁଖ୍ୟମନ୍ତ୍ରୀ ଘୋଷଣା କରିଛନ୍ତି। ରାଜ୍ୟରେ ଏଯାବତ୍ ବଞ୍ଚିତ ଥିବା ଚାଷୀଙ୍କ ତାଲିକା ପ୍ରସ୍ତୁତ କରାଯାଉଛି। ଏଥିପାଇଁ ଜିଲ୍ଲା ସ୍ତରରେ ଶିବିର ଆୟୋଜନ କରାଯିବ ଓ ଅନଲାଇନ ପଞ୍ଜୀକରଣ ସୁବିଧା ଦିଆଯିବ। bbox=[6, 1777, 298, 1859]
event-item: • ଗୁରୁଦେବଙ୍କ ଅନୁକମ୍ପା ଉତ୍ସବ, ସ୍ଥାନ: ଜିଲ୍ଲା ଶିକ୍ଷା ଅଫିସ, ସମୟ: ପୂର୍ବାହ୍ନ ୧୦ଟା bbox=[894, 292, 1120, 326]
event-item: • ଜିଲ୍ଲା ସ୍ତରୀୟ ବିତର୍କ ପ୍ରତିଯୋଗିତା, ସ୍ଥାନ: ନବରଙ୍ଗପୁର, ସମୟ: ମଧ୍ୟାହ୍ନ ୧୨ଟା bbox=[450, 624, 664, 658]
page-code: 08 bbox=[1388, 2319, 1402, 2330]
event-item: • ବିଶ୍ୱ ଜନସଂଖ୍ୟା ଦିବସ ପାଳନ, ସ୍ଥାନ: ଜିଲ୍ଲାପାଳ ସଭାଗୃହ, ସମୟ: ମଧ୍ୟାହ୍ନ ୧୨ଟା bbox=[450, 419, 664, 453]
story-muslim-body: ସର୍ବୋଚ୍ଚ ନ୍ୟାୟାଳୟ ଏକ ଗୁରୁତ୍ୱପୂର୍ଣ୍ଣ ରାୟରେ ମୁସଲମାନ ମହିଳାମାନେ ମଧ୍ୟ ଖୋରାକି ପାଇବାକୁ ହକଦାର ବୋଲି କହିଛନ୍ତି। bbox=[6, 1889, 298, 1920]
event-item: • ଅଫିସିଆଲ ଶ୍ରେଣୀ ଗ୍ରହଣ, ସ୍ଥାନ: ଉମରକୋଟ, ସମୟ: ପୂର୍ବାହ୍ନ ୧୧ଟା bbox=[450, 588, 664, 622]
city-heading: ନୟାଗଡ଼ bbox=[894, 554, 1120, 572]
zodiac-symbol-icon: ♋ bbox=[1138, 664, 1186, 712]
astrologer-address: ମଙ୍ଗଳାପୁର ଶାସନ, ବହୁଗ୍ରାମ, ଗଞ୍ଜାମ bbox=[1208, 204, 1392, 218]
zodiac-sign bbox=[1126, 374, 1472, 502]
event-item: • ସ୍ୱାସ୍ଥ୍ୟ ପ୍ରଶିକ୍ଷଣ ସମାରୋହ, ସ୍ଥାନ: ବ୍ରଜରାଜନଗର, ସମୟ: ପୂର୍ବାହ୍ନ ୧୦ଟା bbox=[894, 231, 1120, 265]
elephant-dateline: ଯୋଡ଼ା, ୧୦/୭ bbox=[984, 1777, 1046, 1791]
event-item: • ବନ ବିଭାଗ ପକ୍ଷରୁ ବୃକ୍ଷରୋପଣ, ସ୍ଥାନ: କୋଏଲ ନଗର, ସମୟ: ସକାଳ ୮ଟା bbox=[672, 522, 886, 556]
event-item: • ଗୋଲପ୍ରଭୁଙ୍କ ବନ୍ଧୁତା ପାଳି, ସ୍ଥାନ: ଗୁଣ୍ଡିଚା ମନ୍ଦିର, ସମୟ: ସନ୍ଧ୍ୟା ୭ଟା bbox=[672, 364, 886, 398]
event-item: • ସାଂସ୍କୃତିକ କାର୍ଯ୍ୟକ୍ରମ, ସ୍ଥାନ: ଟାଉନ ହଲ, ସମୟ: ସନ୍ଧ୍ୟା ୭ଟା bbox=[6, 922, 220, 956]
city-heading: ରାୟଗଡ଼ା bbox=[228, 994, 442, 1012]
event-item: • ମା’ କଳାର ଦର୍ଶନ, ସ୍ଥାନ: ରିଆମାଳ, ସମୟ: ସନ୍ଧ୍ୟା ୬ଟା bbox=[672, 672, 886, 706]
logo-sub: Years bbox=[72, 60, 98, 70]
city-heading: ଯାଜପୁର bbox=[894, 712, 1120, 730]
story-urban-title[interactable]: ନଗର ଉନ୍ନୟନ ବିଭାଗରୁ ... bbox=[308, 1736, 524, 1758]
zodiac-symbol-icon: ♐ bbox=[1138, 1306, 1186, 1354]
event-item: • ବିଶ୍ୱ ଜନସଂଖ୍ୟା ଦିବସ, ସ୍ଥାନ: କୋମନା, ସମୟ: ପୂର୍ବାହ୍ନ ୧୦ଟା bbox=[672, 769, 886, 803]
event-item: • ଲକ୍ଷ୍ମୀ ଦେବୀଙ୍କ ଗୁଣ୍ଡିଚା ଯାତ୍ରା, ସ୍ଥାନ: ଗୁଣ୍ଡିଚା ମନ୍ଦିର, ସମୟ: ରାତି ୮ଟା bbox=[450, 793, 664, 827]
event-item: • ଶ୍ରୀଜଗନ୍ନାଥଙ୍କ ନୀତି ଉପରେ ଆଲୋଚନା, ସ୍ଥାନ: ମୁକ୍ତିମଣ୍ଡପ, ସମୟ: ପୂର୍ବାହ୍ନ ୧୧ଟା bbox=[6, 345, 220, 379]
event-item: • ଶ୍ରୀ ଶ୍ରୀ ହରିବୋଲଙ୍କ ବିଜେ, ସ୍ଥାନ: ହେରା ପଞ୍ଚମୀ ଲେନ, ସମୟ: ରାତି ୮ଟା bbox=[228, 443, 442, 477]
event-item: • ଜିଲ୍ଲାସ୍ତରୀୟ କ୍ରୀଡ଼ା ଉତ୍ସବ, ସ୍ଥାନ: ବୌଦ୍ଧ ପଡ଼ିଆ, ସମୟ: ସକାଳ ୮ଟା bbox=[672, 866, 886, 900]
event-item: • ଭାଗବତ ସପ୍ତାହ ଆରମ୍ଭ, ସ୍ଥାନ: ଖରିଆର, ସମୟ: ସକାଳ ୭ଟା bbox=[672, 733, 886, 767]
zodiac-symbol-icon: ♊ bbox=[1138, 536, 1186, 584]
city-heading: ବ୍ରହ୍ମପୁର bbox=[228, 819, 442, 837]
continued-tag: ପ୍ରଥମ ପୃଷ୍ଠାରୁ... bbox=[6, 1643, 115, 1662]
events-title: ଆଜି କ’ଣ କେଉଁଠି bbox=[450, 100, 870, 136]
grey-swatch bbox=[76, 2314, 98, 2336]
quote-mark-icon: ❝ bbox=[545, 6, 565, 47]
event-item: • ଶ୍ରୀଗୁଣ୍ଡିଚା ମନ୍ଦିରରେ ପ୍ରବଚନ କାର୍ଯ୍ୟକ୍ରମ, ସ୍ଥାନ: ଧାମନଗର, ସମୟ: ରାତି ୮ଟା bbox=[228, 612, 442, 663]
event-item: • ବିଦ୍ୟୁତ ଗ୍ରାହକ ଶିବିର, ସ୍ଥାନ: କୋରାପୁଟ ପ୍ରେସ କ୍ଲବ, ସମୟ: ସକାଳ ୮ଟା bbox=[450, 383, 664, 417]
zodiac-symbol-icon: ♎ bbox=[1138, 1048, 1186, 1096]
section-title: ରାଜ୍ୟ bbox=[1238, 8, 1340, 59]
zodiac-symbol-icon: ♍ bbox=[1138, 920, 1186, 968]
elephant-headline[interactable]: ହାତୀ ଆକ୍ରମଣରେ ମହିଳାଙ୍କ ମୃତ୍ୟୁ bbox=[920, 1619, 1077, 1768]
event-item: • ବାସନ୍ତୀ ବିଦ୍ୟାଳୟ ପକ୍ଷରୁ ସମ୍ବର୍ଦ୍ଧନା, ସ୍ଥାନ: ବରକୋଟ, ସମୟ: ପୂର୍ବାହ୍ନ ୧୧ଟା bbox=[672, 636, 886, 670]
